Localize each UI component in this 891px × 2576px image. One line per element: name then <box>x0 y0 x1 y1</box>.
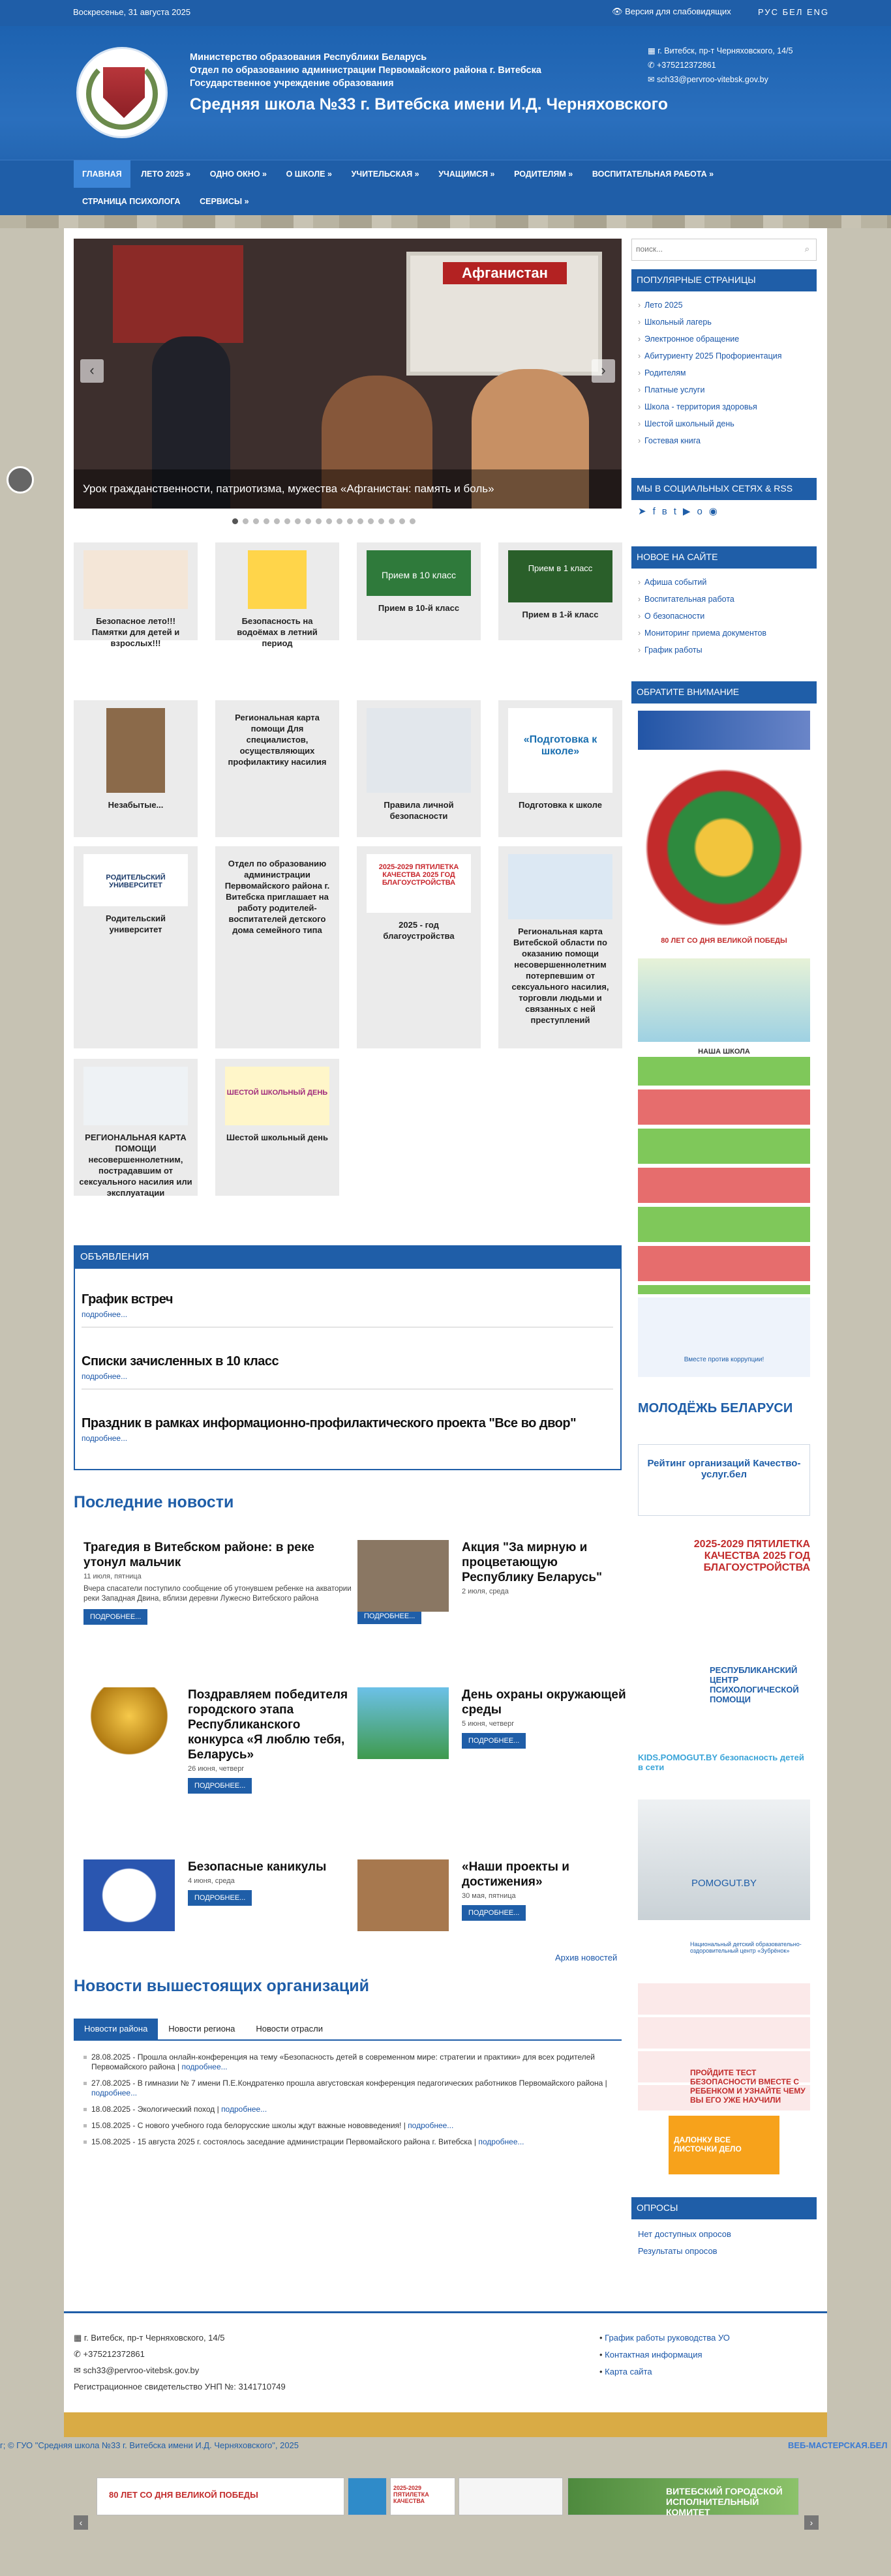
slider-dot[interactable] <box>368 518 374 524</box>
tile-image <box>248 550 307 609</box>
slider-dot[interactable] <box>284 518 290 524</box>
news-date: 11 июля, пятница <box>83 1573 142 1580</box>
phone-icon: ✆ <box>74 2349 81 2359</box>
news-more-button[interactable]: ПОДРОБНЕЕ... <box>462 1905 526 1921</box>
carousel-prev-button[interactable]: ‹ <box>74 2515 88 2530</box>
tile-title: Региональная карта помощи Для специалистов, осуществляющих профилактику насилия <box>228 713 327 767</box>
tile-regional-help-minors[interactable] <box>74 1059 198 1196</box>
top-bar <box>0 0 891 26</box>
envelope-icon: ✉ <box>74 2365 81 2375</box>
twitter-icon[interactable]: t <box>673 506 683 517</box>
news-more-button[interactable]: ПОДРОБНЕЕ... <box>188 1778 252 1794</box>
news-title[interactable]: Акция "За мирную и процветающую Республику Беларусь" <box>462 1541 603 1584</box>
footer-email[interactable]: sch33@pervroo-vitebsk.gov.by <box>83 2365 200 2375</box>
sidebar-link[interactable]: › Школьный лагерь <box>638 314 810 331</box>
header-email[interactable]: sch33@pervroo-vitebsk.gov.by <box>656 75 768 84</box>
building-icon: ▦ <box>648 46 656 55</box>
tile-admission-1[interactable] <box>498 542 622 640</box>
announcement-item[interactable] <box>82 1416 613 1451</box>
new-on-site <box>631 546 817 664</box>
footer-link[interactable]: • График работы руководства УО <box>599 2330 730 2347</box>
nav-item-parents[interactable]: РОДИТЕЛЯМ » <box>514 170 573 179</box>
announcement-item[interactable] <box>82 1354 613 1389</box>
banner-help-children[interactable] <box>638 958 810 1042</box>
slider-dot[interactable] <box>337 518 342 524</box>
tab-district-news[interactable]: Новости района <box>74 2019 158 2039</box>
slider-dot[interactable] <box>232 518 238 524</box>
vk-icon[interactable]: в <box>661 506 674 517</box>
footer-link[interactable]: • Контактная информация <box>599 2347 730 2363</box>
banner-rating[interactable]: Рейтинг организаций Качество-услуг.бел <box>638 1444 810 1516</box>
list-item[interactable]: 27.08.2025 - В гимназии № 7 имени П.Е.Кондратенко прошла августовская конференция педагогических работников Первомайского района | подробнее... <box>83 2079 618 2098</box>
nav-item-summer[interactable]: ЛЕТО 2025 » <box>141 170 191 179</box>
slider-pagination <box>232 516 420 523</box>
higher-news-tabs <box>74 2019 622 2041</box>
news-item[interactable] <box>83 1687 357 1794</box>
slider-next-button[interactable]: › <box>592 359 615 383</box>
sidebar-link[interactable]: › Платные услуги <box>638 381 810 398</box>
news-title[interactable]: Трагедия в Витебском районе: в реке утонул мальчик <box>83 1541 314 1569</box>
news-date: 4 июня, среда <box>188 1877 235 1885</box>
tile-title: Шестой школьный день <box>226 1133 328 1142</box>
slider-dot[interactable] <box>410 518 415 524</box>
announcement-more-link[interactable]: подробнее... <box>82 1434 128 1443</box>
copyright: г; © ГУО "Средняя школа №33 г. Витебска имени И.Д. Черняховского", 2025 <box>0 2440 299 2450</box>
slide-screen-banner: Афганистан <box>443 262 567 284</box>
telegram-icon[interactable]: ➤ <box>638 506 653 517</box>
phone-icon: ✆ <box>648 61 655 70</box>
nav-item-about[interactable]: О ШКОЛЕ » <box>286 170 332 179</box>
tile-title: Региональная карта Витебской области по оказанию помощи несовершеннолетним потерпевшим от сексуального насилия, торговли людьми и связанных с ней преступлений <box>511 926 609 1025</box>
tile-admission-10[interactable] <box>357 542 481 640</box>
tile-title: Прием в 1-й класс <box>522 610 599 619</box>
tile-title: Незабытые... <box>108 800 164 810</box>
tile-safe-summer[interactable] <box>74 542 198 648</box>
nav-item-home[interactable]: ГЛАВНАЯ <box>74 160 130 188</box>
announcement-title: Списки зачисленных в 10 класс <box>82 1354 279 1369</box>
nav-item-one-window[interactable]: ОДНО ОКНО » <box>209 170 267 179</box>
banner-our-school[interactable] <box>638 1046 810 1294</box>
sidebar-link[interactable]: › Шестой школьный день <box>638 415 810 432</box>
tile-title: Родительский университет <box>106 913 166 934</box>
news-date: 5 июня, четверг <box>462 1720 515 1728</box>
list-item[interactable]: 15.08.2025 - С нового учебного года белорусские школы ждут важные нововведения! | подробнее... <box>83 2121 618 2131</box>
banner-kids-pomogut[interactable]: KIDS.POMOGUT.BY безопасность детей в сети <box>638 1753 804 1772</box>
slider-dot[interactable] <box>326 518 332 524</box>
footer-link[interactable]: • Карта сайта <box>599 2363 730 2380</box>
announcements-title: ОБЪЯВЛЕНИЯ <box>75 1247 620 1269</box>
banner-zubrenok[interactable]: Национальный детский образовательно-оздоровительный центр «Зубрёнок» <box>690 1941 802 1954</box>
higher-news-title: Новости вышестоящих организаций <box>74 1977 369 1995</box>
banner-youth-belarus[interactable]: МОЛОДЁЖЬ БЕЛАРУСИ <box>638 1401 793 1415</box>
tile-regional-help-map[interactable] <box>215 700 339 837</box>
sidebar-link[interactable]: › Мониторинг приема документов <box>638 625 810 642</box>
search-box <box>631 239 817 261</box>
sidebar-link[interactable]: › График работы <box>638 642 810 659</box>
tile-personal-safety[interactable] <box>357 700 481 837</box>
news-title[interactable]: «Наши проекты и достижения» <box>462 1860 569 1889</box>
sidebar-link[interactable]: › Воспитательная работа <box>638 591 810 608</box>
organization-info <box>190 51 668 111</box>
new-on-site-title: НОВОЕ НА САЙТЕ <box>631 546 817 569</box>
news-more-button[interactable]: ПОДРОБНЕЕ... <box>188 1890 252 1906</box>
sidebar-link[interactable]: › Школа - территория здоровья <box>638 398 810 415</box>
slide-projector-screen <box>406 252 602 376</box>
header-phone[interactable]: +375212372861 <box>656 61 716 70</box>
more-link[interactable]: подробнее... <box>478 2137 524 2146</box>
slide-memorial-board <box>113 245 243 343</box>
more-link[interactable]: подробнее... <box>408 2121 454 2130</box>
tile-title: Безопасное лето!!! Памятки для детей и взрослых!!! <box>91 616 180 648</box>
latest-news-title: Последние новости <box>74 1493 234 1511</box>
slider-dot[interactable] <box>389 518 395 524</box>
tile-sixth-day[interactable] <box>215 1059 339 1196</box>
nav-item-teachers[interactable]: УЧИТЕЛЬСКАЯ » <box>351 170 419 179</box>
tile-image <box>83 550 188 609</box>
partners-carousel <box>74 2471 817 2517</box>
tile-title: 2025 - год благоустройства <box>383 920 455 941</box>
banner-leaves[interactable]: ДАЛОНКУ ВСЕ ЛИСТОЧКИ ДЕЛО <box>669 2116 779 2174</box>
banner-text: 80 ЛЕТ СО ДНЯ ВЕЛИКОЙ ПОБЕДЫ <box>638 933 810 955</box>
org-type: Государственное учреждение образования <box>190 78 394 89</box>
slider-dot[interactable] <box>253 518 259 524</box>
announcement-more-link[interactable]: подробнее... <box>82 1310 128 1319</box>
news-date: 30 мая, пятница <box>462 1892 516 1900</box>
footer-accent-bar <box>64 2412 827 2437</box>
accessibility-button[interactable] <box>7 466 34 494</box>
eye-icon: 👁 <box>612 7 623 16</box>
tile-title: Отдел по образованию администрации Первомайского района г. Витебска приглашает на работу родителей-воспитателей детского дома семейного типа <box>224 859 330 935</box>
banner-quality-five-year[interactable]: 2025-2029 ПЯТИЛЕТКА КАЧЕСТВА 2025 ГОД БЛАГОУСТРОЙСТВА <box>693 1539 810 1573</box>
facebook-icon[interactable]: f <box>652 506 662 517</box>
footer-contacts <box>74 2330 286 2395</box>
news-archive-link[interactable]: Архив новостей <box>555 1953 618 1962</box>
news-item[interactable] <box>83 1540 357 1625</box>
nav-item-services[interactable]: СЕРВИСЫ » <box>200 197 249 206</box>
news-more-button[interactable]: ПОДРОБНЕЕ... <box>357 1608 421 1624</box>
footer-phone[interactable]: +375212372861 <box>83 2349 145 2359</box>
announcement-item[interactable] <box>82 1292 613 1327</box>
tile-water-safety[interactable] <box>215 542 339 648</box>
no-polls-text: Нет доступных опросов <box>638 2229 731 2239</box>
partner-logo[interactable]: ВИТЕБСКИЙ ГОРОДСКОЙ ИСПОЛНИТЕЛЬНЫЙ КОМИТЕТ <box>567 2478 799 2515</box>
footer-address: г. Витебск, пр-т Черняховского, 14/5 <box>83 2333 225 2343</box>
tab-industry-news[interactable]: Новости отрасли <box>256 2024 323 2034</box>
tile-school-prep[interactable] <box>498 700 622 837</box>
sidebar-link[interactable]: › Родителям <box>638 364 810 381</box>
announcement-title: График встреч <box>82 1292 173 1307</box>
popular-pages <box>631 269 817 454</box>
tab-region-news[interactable]: Новости региона <box>168 2024 235 2034</box>
sidebar-link[interactable]: › Лето 2025 <box>638 297 810 314</box>
sidebar-link[interactable]: › Афиша событий <box>638 574 810 591</box>
news-title[interactable]: День охраны окружающей среды <box>462 1688 626 1717</box>
attention-section <box>631 681 817 703</box>
news-thumbnail[interactable] <box>357 1859 449 1931</box>
tile-regional-help-vitebsk[interactable] <box>498 846 622 1048</box>
tile-parents-university[interactable] <box>74 846 198 1048</box>
slider-prev-button[interactable]: ‹ <box>80 359 104 383</box>
slider-dot[interactable] <box>274 518 280 524</box>
main-navigation <box>0 160 891 215</box>
slider-dot[interactable] <box>264 518 269 524</box>
tile-foster-parents[interactable] <box>215 846 339 1048</box>
news-more-button[interactable]: ПОДРОБНЕЕ... <box>462 1733 526 1749</box>
decorative-strip <box>0 215 891 228</box>
tile-image <box>367 708 471 793</box>
banner-conference[interactable] <box>638 711 810 750</box>
news-thumbnail[interactable] <box>83 1859 175 1931</box>
building-icon: ▦ <box>74 2333 82 2343</box>
slider-dot[interactable] <box>243 518 249 524</box>
registration-info: Регистрационное свидетельство УНП №: 3141710749 <box>74 2382 286 2391</box>
search-input[interactable] <box>632 239 789 259</box>
odnoklassniki-icon[interactable]: о <box>697 506 709 517</box>
nav-item-upbringing[interactable]: ВОСПИТАТЕЛЬНАЯ РАБОТА » <box>592 170 714 179</box>
sidebar-link[interactable]: › Абитуриенту 2025 Профориентация <box>638 348 810 364</box>
site-header <box>0 26 891 160</box>
tile-image: ШЕСТОЙ ШКОЛЬНЫЙ ДЕНЬ <box>225 1067 329 1125</box>
polls-section <box>631 2197 817 2266</box>
tile-image <box>83 1067 188 1125</box>
language-switcher[interactable]: РУС БЕЛ ENG <box>758 7 830 17</box>
list-item[interactable]: 18.08.2025 - Экологический поход | подробнее... <box>83 2105 618 2114</box>
popular-pages-title: ПОПУЛЯРНЫЕ СТРАНИЦЫ <box>631 269 817 291</box>
school-logo[interactable] <box>76 47 168 138</box>
partner-logo[interactable] <box>459 2478 563 2515</box>
attention-title: ОБРАТИТЕ ВНИМАНИЕ <box>631 681 817 703</box>
announcements-panel <box>74 1245 622 1470</box>
polls-title: ОПРОСЫ <box>631 2197 817 2219</box>
nav-item-psychologist[interactable]: СТРАНИЦА ПСИХОЛОГА <box>82 197 181 206</box>
partner-logo[interactable] <box>348 2478 387 2515</box>
news-thumbnail[interactable] <box>357 1687 449 1759</box>
higher-news-list <box>83 2052 618 2154</box>
list-item[interactable]: 28.08.2025 - Прошла онлайн-конференция на тему «Безопасность детей в современном мире: стратегии и практики» для всех родителей Первомайского района | подробнее... <box>83 2052 618 2072</box>
tile-image: Прием в 1 класс <box>508 550 612 602</box>
social-links <box>631 478 817 522</box>
slider-dot[interactable] <box>357 518 363 524</box>
tile-image: РОДИТЕЛЬСКИЙ УНИВЕРСИТЕТ <box>83 854 188 906</box>
slider-dot[interactable] <box>305 518 311 524</box>
sidebar-link[interactable]: › О безопасности <box>638 608 810 625</box>
news-item[interactable] <box>357 1859 631 1921</box>
image-slider[interactable] <box>74 239 622 509</box>
footer-links <box>599 2330 730 2380</box>
news-date: 2 июля, среда <box>462 1588 509 1595</box>
tile-image <box>106 708 165 793</box>
list-item[interactable]: 15.08.2025 - 15 августа 2025 г. состоялось заседание администрации Первомайского района г. Витебска | подробнее... <box>83 2137 618 2147</box>
trophy-icon <box>83 1687 175 1759</box>
tile-title: Подготовка к школе <box>519 800 602 810</box>
news-more-button[interactable]: ПОДРОБНЕЕ... <box>83 1609 147 1625</box>
search-icon[interactable]: ⌕ <box>804 244 809 254</box>
footer <box>74 2311 817 2403</box>
more-link[interactable]: подробнее... <box>181 2062 228 2071</box>
news-thumbnail[interactable] <box>357 1540 449 1612</box>
tile-title: Правила личной безопасности <box>384 800 454 821</box>
slider-dot[interactable] <box>347 518 353 524</box>
sidebar-link[interactable]: › Электронное обращение <box>638 331 810 348</box>
envelope-icon: ✉ <box>648 75 655 84</box>
banner-psych-help[interactable]: РЕСПУБЛИКАНСКИЙ ЦЕНТР ПСИХОЛОГИЧЕСКОЙ ПОМОЩИ <box>710 1665 799 1704</box>
org-ministry: Министерство образования Республики Беларусь <box>190 52 427 63</box>
tile-title: Безопасность на водоёмах в летний период <box>237 616 318 648</box>
youtube-icon[interactable]: ▶ <box>682 506 697 517</box>
tile-title: РЕГИОНАЛЬНАЯ КАРТА ПОМОЩИ несовершеннолетним, пострадавшим от сексуального насилия или эксплуатации <box>79 1133 192 1198</box>
news-item[interactable] <box>357 1687 631 1749</box>
tile-title: Прием в 10-й класс <box>378 603 460 613</box>
announcement-title: Праздник в рамках информационно-профилактического проекта "Все во двор" <box>82 1416 577 1430</box>
news-item[interactable] <box>357 1540 631 1624</box>
org-department: Отдел по образованию администрации Первомайского района г. Витебска <box>190 65 541 76</box>
social-title: МЫ В СОЦИАЛЬНЫХ СЕТЯХ & RSS <box>631 478 817 500</box>
banner-victory-80[interactable] <box>638 760 810 955</box>
more-link[interactable]: подробнее... <box>91 2088 138 2097</box>
news-excerpt: Вчера спасатели поступило сообщение об утонувшем ребенке на акватории реки Западная Двина, вблизи деревни Лужесно Витебского района <box>83 1585 352 1603</box>
current-date: Воскресенье, 31 августа 2025 <box>73 7 191 17</box>
tile-image: 2025-2029 ПЯТИЛЕТКА КАЧЕСТВА 2025 ГОД БЛАГОУСТРОЙСТВА <box>367 854 471 913</box>
news-title[interactable]: Поздравляем победителя городского этапа Республиканского конкурса «Я люблю тебя, Беларусь» <box>188 1688 348 1762</box>
news-item[interactable] <box>83 1859 357 1906</box>
visually-impaired-link[interactable]: 👁 Версия для слабовидящих <box>612 7 731 16</box>
slide-caption: Урок гражданственности, патриотизма, мужества «Афганистан: память и боль» <box>74 469 622 509</box>
banner-safety-test[interactable]: ПРОЙДИТЕ ТЕСТ БЕЗОПАСНОСТИ ВМЕСТЕ С РЕБЕНКОМ И УЗНАЙТЕ ЧЕМУ ВЫ ЕГО УЖЕ НАУЧИЛИ <box>638 1983 810 2110</box>
news-title[interactable]: Безопасные каникулы <box>188 1860 327 1874</box>
more-link[interactable]: подробнее... <box>221 2105 267 2114</box>
sidebar-link[interactable]: › Гостевая книга <box>638 432 810 449</box>
webmaster-link[interactable]: ВЕБ-МАСТЕРСКАЯ.БЕЛ <box>788 2440 888 2450</box>
nav-item-students[interactable]: УЧАЩИМСЯ » <box>438 170 495 179</box>
tile-image <box>508 854 612 919</box>
slider-dot[interactable] <box>316 518 322 524</box>
partner-logo[interactable]: 80 ЛЕТ СО ДНЯ ВЕЛИКОЙ ПОБЕДЫ <box>97 2478 344 2515</box>
banner-text: НАША ШКОЛА <box>638 1046 810 1057</box>
news-date: 26 июня, четверг <box>188 1765 245 1773</box>
school-name: Средняя школа №33 г. Витебска имени И.Д. Черняховского <box>190 95 668 113</box>
tile-image: Прием в 10 класс <box>367 550 471 596</box>
banner-anti-corruption[interactable]: Вместе против коррупции! <box>638 1297 810 1377</box>
tile-image: «Подготовка к школе» <box>508 708 612 793</box>
carousel-next-button[interactable]: › <box>804 2515 819 2530</box>
rss-icon[interactable]: ◉ <box>708 506 724 517</box>
slider-dot[interactable] <box>295 518 301 524</box>
slider-dot[interactable] <box>378 518 384 524</box>
header-address: г. Витебск, пр-т Черняховского, 14/5 <box>657 46 793 55</box>
poll-results-link[interactable]: Результаты опросов <box>638 2246 717 2256</box>
announcement-more-link[interactable]: подробнее... <box>82 1372 128 1381</box>
partner-logo[interactable]: 2025-2029 ПЯТИЛЕТКА КАЧЕСТВА <box>390 2478 455 2515</box>
header-contacts <box>648 44 793 87</box>
banner-pomogut[interactable]: POMOGUT.BY <box>638 1799 810 1920</box>
slider-dot[interactable] <box>399 518 405 524</box>
tile-unforgotten[interactable] <box>74 700 198 837</box>
tile-year-of-improvement[interactable] <box>357 846 481 1048</box>
